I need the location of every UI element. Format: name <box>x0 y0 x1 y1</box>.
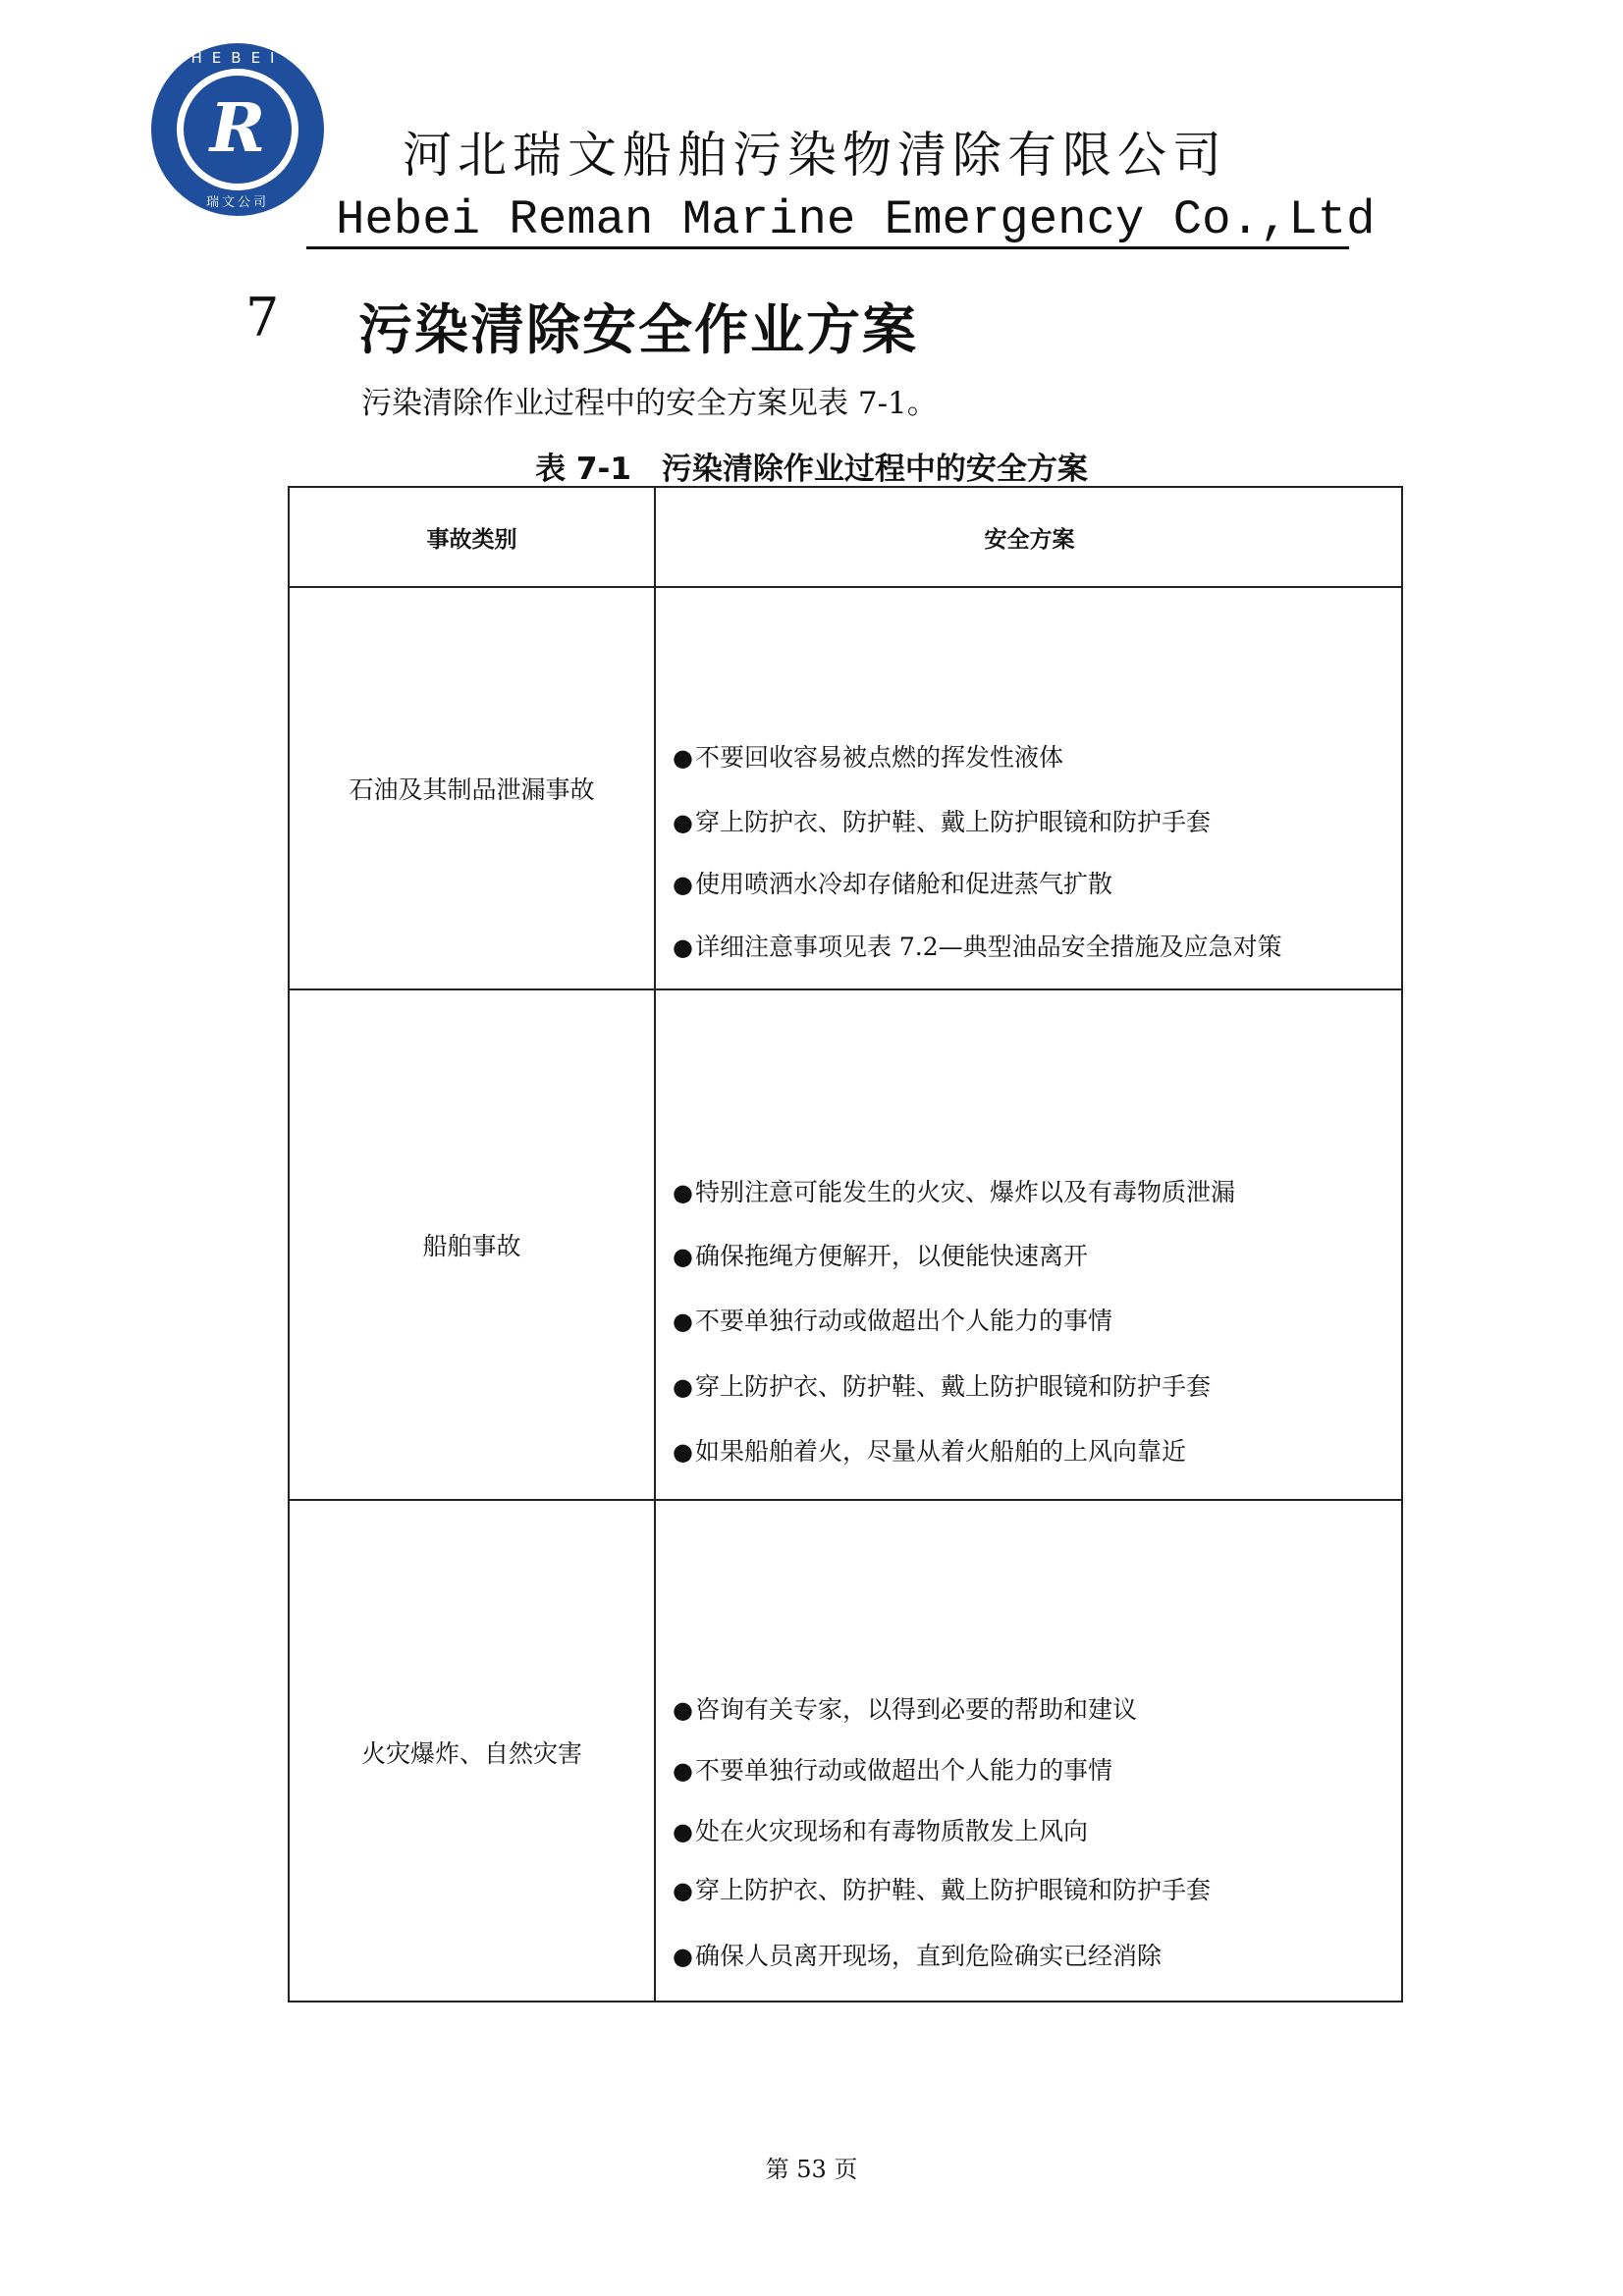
page-number: 第 53 页 <box>765 2156 858 2183</box>
measure-item <box>673 1751 1112 1787</box>
bullet: ● <box>673 1818 693 1845</box>
bullet: ● <box>673 1373 693 1401</box>
measure-text: 确保人员离开现场，直到危险确实已经消除 <box>694 1942 1162 1970</box>
measure-text: 不要单独行动或做超出个人能力的事情 <box>694 1756 1112 1785</box>
column-divider <box>654 488 656 2001</box>
measure-text: 咨询有关专家，以得到必要的帮助和建议 <box>694 1695 1137 1724</box>
bullet: ● <box>673 1308 693 1335</box>
company-name-cn: 河北瑞文船舶污染物清除有限公司 <box>403 127 1227 184</box>
measure-item <box>673 1937 1162 1972</box>
section-number: 7 <box>245 287 280 348</box>
header-measures: 安全方案 <box>984 526 1075 553</box>
safety-table <box>288 486 1403 2002</box>
measure-text: 如果船舶着火，尽量从着火船舶的上风向靠近 <box>694 1437 1186 1466</box>
measure-item <box>673 1173 1235 1208</box>
bullet: ● <box>673 1757 693 1785</box>
measure-item <box>673 928 1282 963</box>
bullet: ● <box>673 1438 693 1466</box>
measure-item <box>673 1432 1186 1468</box>
measure-item <box>673 1812 1088 1847</box>
measure-text: 使用喷洒水冷却存储舱和促进蒸气扩散 <box>694 870 1112 898</box>
bullet: ● <box>673 1243 693 1270</box>
measure-text: 不要回收容易被点燃的挥发性液体 <box>694 743 1063 772</box>
bullet: ● <box>673 744 693 772</box>
bullet: ● <box>673 871 693 898</box>
measure-item <box>673 1367 1211 1403</box>
bullet: ● <box>673 1696 693 1724</box>
row-category: 火灾爆炸、自然灾害 <box>360 1738 582 1768</box>
measure-item <box>673 1690 1137 1726</box>
bullet: ● <box>673 1179 693 1206</box>
measure-item <box>673 1871 1211 1906</box>
measure-item <box>673 1302 1112 1337</box>
measure-text: 穿上防护衣、防护鞋、戴上防护眼镜和防护手套 <box>694 1372 1211 1401</box>
measure-text: 不要单独行动或做超出个人能力的事情 <box>694 1307 1112 1335</box>
bullet: ● <box>673 1943 693 1970</box>
svg-text:HEBEI: HEBEI <box>190 49 285 67</box>
measure-text: 处在火灾现场和有毒物质散发上风向 <box>694 1817 1088 1845</box>
company-logo <box>149 41 326 218</box>
row-category: 船舶事故 <box>422 1232 521 1260</box>
measure-item <box>673 803 1211 838</box>
measure-text: 穿上防护衣、防护鞋、戴上防护眼镜和防护手套 <box>694 808 1211 836</box>
section-title: 污染清除安全作业方案 <box>358 298 919 361</box>
measure-text: 确保拖绳方便解开，以便能快速离开 <box>694 1242 1088 1270</box>
measure-text: 特别注意可能发生的火灾、爆炸以及有毒物质泄漏 <box>694 1178 1235 1206</box>
row-category: 石油及其制品泄漏事故 <box>349 775 595 804</box>
bullet: ● <box>673 1877 693 1904</box>
measure-text: 详细注意事项见表 7.2—典型油品安全措施及应急对策 <box>694 933 1282 961</box>
measure-item <box>673 865 1112 900</box>
bullet: ● <box>673 809 693 836</box>
measure-item <box>673 1237 1088 1272</box>
bullet: ● <box>673 934 693 961</box>
table-caption: 表 7-1 污染清除作业过程中的安全方案 <box>535 452 1088 487</box>
measure-text: 穿上防护衣、防护鞋、戴上防护眼镜和防护手套 <box>694 1876 1211 1904</box>
header-category: 事故类别 <box>426 526 517 553</box>
section-intro: 污染清除作业过程中的安全方案见表 7-1。 <box>361 386 938 421</box>
svg-text:瑞文公司: 瑞文公司 <box>205 195 270 210</box>
measure-item <box>673 738 1063 774</box>
svg-text:R: R <box>209 89 266 168</box>
company-name-en: Hebei Reman Marine Emergency Co.,Ltd <box>306 194 1349 249</box>
